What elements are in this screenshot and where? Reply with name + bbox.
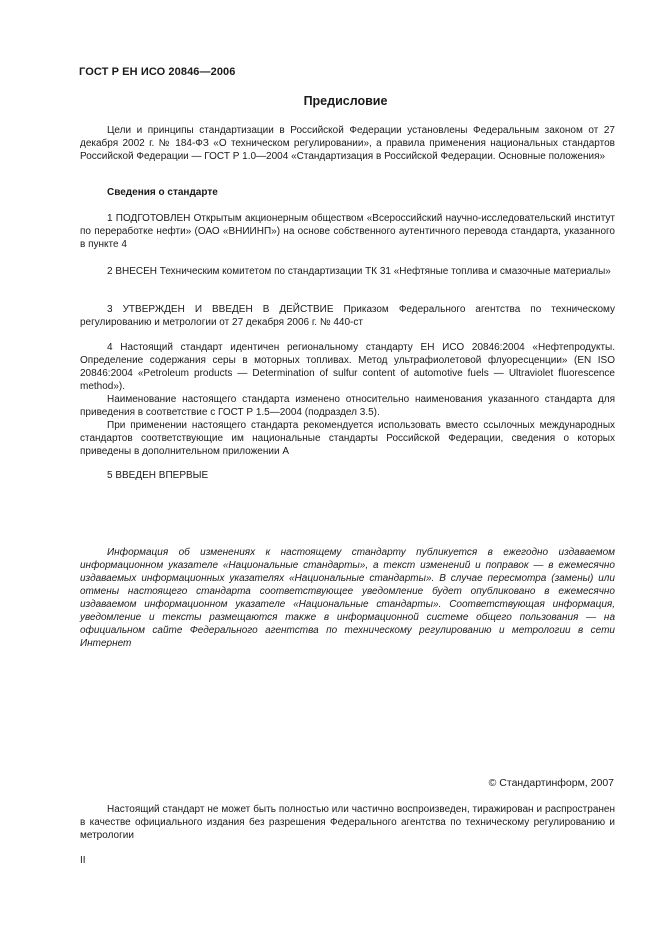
changes-notice: Информация об изменениях к настоящему стандарту публикуется в ежегодно издаваемом информационном указателе «Национальные стандарты», а текст изменений и поправок — в ежемесячно издаваемых информационных указателях «Национальные стандарты». В случае пересмотра (замены) или отмены настоящего стандарта соответствующее уведомление будет опубликовано в ежемесячно издаваемом информационном указателе «Национальные стандарты». Соответствующая информация, уведомление и тексты размещаются также в информационной системе общего пользования — на официальном сайте Федерального агентства по техническому регулированию и метрологии в сети Интернет	[80, 547, 615, 649]
item-5: 5 ВВЕДЕН ВПЕРВЫЕ	[107, 470, 209, 481]
item-3: 3 УТВЕРЖДЕН И ВВЕДЕН В ДЕЙСТВИЕ Приказом Федерального агентства по техническому регулированию и метрологии от 27 декабря 2006 г. № 440-ст	[80, 304, 615, 328]
item-2: 2 ВНЕСЕН Техническим комитетом по стандартизации ТК 31 «Нефтяные топлива и смазочные материалы»	[107, 266, 611, 277]
item-1: 1 ПОДГОТОВЛЕН Открытым акционерным обществом «Всероссийский научно-исследовательский институт по переработке нефти» (ОАО «ВНИИНП») на основе собственного аутентичного перевода стандарта, указанного в пункте 4	[80, 213, 615, 250]
page-number: II	[80, 855, 86, 866]
reproduction-notice: Настоящий стандарт не может быть полностью или частично воспроизведен, тиражирован и распространен в качестве официального издания без разрешения Федерального агентства по техническому регулированию и метрологии	[80, 804, 615, 841]
section-subheading: Сведения о стандарте	[107, 187, 218, 198]
page-title: Предисловие	[303, 94, 388, 108]
item-4-paragraph-1: 4 Настоящий стандарт идентичен региональному стандарту ЕН ИСО 20846:2004 «Нефтепродукты. Определение содержания серы в моторных топливах. Метод ультрафиолетовой флуоресценции» (EN ISO 20846:2004 «Petroleum products — Determination of sulfur content of automotive fuels — Ultraviolet fluorescence method»).	[80, 342, 615, 392]
document-code-header: ГОСТ Р ЕН ИСО 20846—2006	[79, 66, 236, 78]
copyright-line: © Стандартинформ, 2007	[488, 777, 614, 789]
intro-paragraph: Цели и принципы стандартизации в Российской Федерации установлены Федеральным законом от 27 декабря 2002 г. № 184-ФЗ «О техническом регулировании», а правила применения национальных стандартов Российской Федерации — ГОСТ Р 1.0—2004 «Стандартизация в Российской Федерации. Основные положения»	[80, 125, 615, 162]
item-4	[80, 341, 615, 458]
item-4-paragraph-3: При применении настоящего стандарта рекомендуется использовать вместо ссылочных международных стандартов соответствующие им национальные стандарты Российской Федерации, сведения о которых приведены в дополнительном приложении А	[80, 420, 615, 457]
item-4-paragraph-2: Наименование настоящего стандарта изменено относительно наименования указанного стандарта для приведения в соответствие с ГОСТ Р 1.5—2004 (подраздел 3.5).	[80, 394, 615, 418]
